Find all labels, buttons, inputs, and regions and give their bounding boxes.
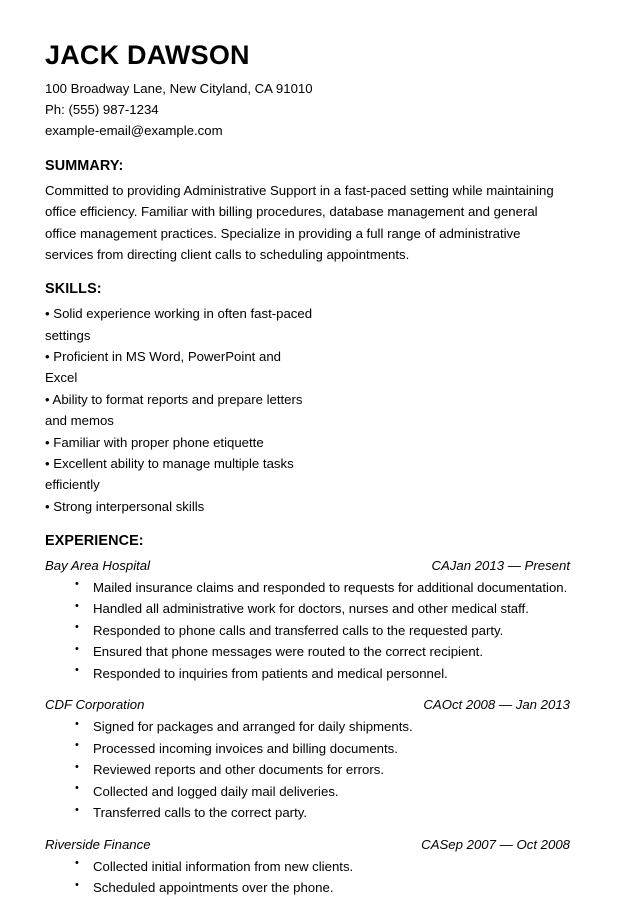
skill-item: • Ability to format reports and prepare letters and memos (45, 391, 303, 429)
duties-list (45, 856, 570, 899)
employment-dates: CAJan 2013 — Present (431, 558, 570, 574)
experience-entry (45, 556, 570, 684)
employer-name: Riverside Finance (45, 836, 151, 852)
skill-item: • Excellent ability to manage multiple tasks efficiently (45, 455, 294, 493)
skill-item: • Solid experience working in often fast-paced settings (45, 306, 313, 343)
duty-item: • Responded to phone calls and transferred calls to the requested party. (75, 620, 570, 642)
skill-item: • Proficient in MS Word, PowerPoint and Excel (45, 349, 281, 386)
experience-entry-header (45, 695, 570, 715)
summary-text: Committed to providing Administrative Support in a fast-paced setting while maintaining office efficiency. Familiar with billing procedures, database management and general office management practices. Specialize in providing a full range of administrative services from directing client calls to scheduling appointments. (45, 182, 554, 262)
employment-dates: CAOct 2008 — Jan 2013 (423, 697, 570, 713)
contact-phone: Ph: (555) 987-1234 (45, 102, 159, 118)
duty-item: • Collected and logged daily mail deliveries. (75, 781, 570, 803)
candidate-name: JACK DAWSON (45, 40, 250, 70)
employment-dates: CASep 2007 — Oct 2008 (421, 836, 570, 852)
duty-item: • Signed for packages and arranged for daily shipments. (75, 716, 570, 738)
experience-entry-header (45, 556, 570, 576)
experience-entry (45, 835, 570, 899)
experience-entry (45, 695, 570, 823)
duty-item: • Ensured that phone messages were routed to the correct recipient. (75, 641, 570, 663)
skills-heading: SKILLS: (45, 281, 102, 298)
duty-item: • Responded to inquiries from patients and medical personnel. (75, 663, 570, 685)
contact-email: example-email@example.com (45, 122, 223, 138)
duties-list (45, 577, 570, 685)
employer-name: Bay Area Hospital (45, 558, 151, 574)
employer-name: CDF Corporation (45, 697, 145, 713)
summary-heading: SUMMARY: (45, 157, 124, 174)
duties-list (45, 716, 570, 824)
duty-item: • Scheduled appointments over the phone. (75, 877, 570, 899)
duty-item: • Mailed insurance claims and responded to requests for additional documentation. (75, 577, 570, 599)
contact-address: 100 Broadway Lane, New Cityland, CA 91010 (45, 81, 313, 97)
duty-item: • Processed incoming invoices and billing documents. (75, 738, 570, 760)
experience-heading: EXPERIENCE: (45, 533, 144, 550)
duty-item: • Collected initial information from new clients. (75, 856, 570, 878)
skills-list (45, 303, 570, 517)
duty-item: • Handled all administrative work for doctors, nurses and other medical staff. (75, 598, 570, 620)
experience-entry-header (45, 835, 570, 855)
duty-item: • Reviewed reports and other documents for errors. (75, 759, 570, 781)
skill-item: • Familiar with proper phone etiquette (45, 434, 264, 450)
skill-item: • Strong interpersonal skills (45, 498, 205, 514)
duty-item: • Transferred calls to the correct party. (75, 802, 570, 824)
